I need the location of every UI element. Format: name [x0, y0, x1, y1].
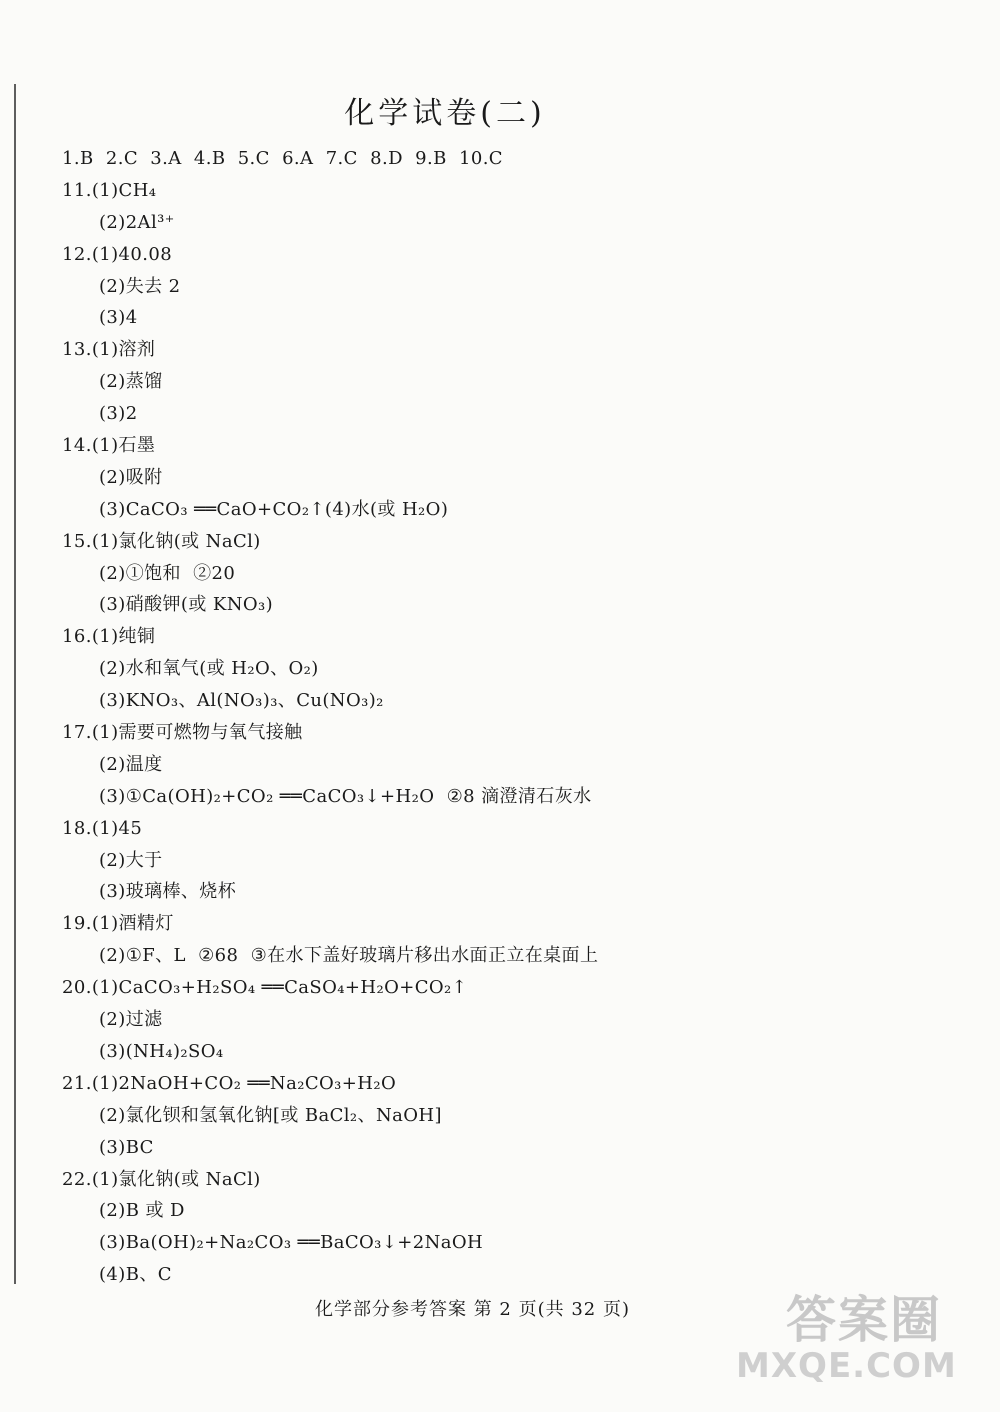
answer-line: (4)B、C [99, 1264, 172, 1286]
answer-line: 1.B 2.C 3.A 4.B 5.C 6.A 7.C 8.D 9.B 10.C [62, 148, 503, 169]
answer-line: (3)BC [99, 1136, 154, 1158]
answer-line: (3)硝酸钾(或 KNO₃) [99, 594, 274, 616]
answer-line: (2)①饱和 ②20 [99, 562, 236, 584]
answer-line: 22.(1)氯化钠(或 NaCl) [62, 1168, 261, 1190]
answer-line: (2)氯化钡和氢氧化钠[或 BaCl₂、NaOH] [99, 1104, 442, 1126]
answer-line: 21.(1)2NaOH+CO₂ ══Na₂CO₃+H₂O [62, 1072, 397, 1094]
answer-line: (2)过滤 [99, 1009, 163, 1031]
answer-line: 12.(1)40.08 [62, 243, 173, 265]
answer-line: (3)CaCO₃ ══CaO+CO₂↑(4)水(或 H₂O) [99, 498, 449, 520]
answer-line: (2)吸附 [99, 466, 163, 488]
answer-line: (3)玻璃棒、烧杯 [99, 881, 237, 903]
answer-line: (3)4 [99, 307, 138, 329]
answer-line: 19.(1)酒精灯 [62, 913, 174, 935]
answer-line: (2)水和氧气(或 H₂O、O₂) [99, 658, 319, 680]
answer-line: 20.(1)CaCO₃+H₂SO₄ ══CaSO₄+H₂O+CO₂↑ [62, 977, 468, 999]
answer-line: (2)①F、L ②68 ③在水下盖好玻璃片移出水面正立在桌面上 [99, 945, 599, 967]
page-footer: 化学部分参考答案 第 2 页(共 32 页) [314, 1299, 630, 1320]
answer-line: 11.(1)CH₄ [62, 179, 157, 201]
page-title: 化学试卷(二) [344, 96, 546, 131]
answer-line: (3)①Ca(OH)₂+CO₂ ══CaCO₃↓+H₂O ②8 滴澄清石灰水 [99, 785, 592, 807]
answer-line: 13.(1)溶剂 [62, 339, 156, 361]
answer-line: (3)Ba(OH)₂+Na₂CO₃ ══BaCO₃↓+2NaOH [99, 1232, 484, 1254]
answer-line: 17.(1)需要可燃物与氧气接触 [62, 722, 303, 744]
answer-line: (2)2Al³⁺ [99, 211, 175, 233]
binding-margin-line [14, 84, 16, 1284]
answer-line: 18.(1)45 [62, 817, 143, 839]
answer-line: 14.(1)石墨 [62, 435, 156, 457]
watermark-url-text: MXQE.COM [736, 1346, 957, 1386]
answer-line: 15.(1)氯化钠(或 NaCl) [62, 530, 261, 552]
answer-line: (3)2 [99, 403, 138, 425]
watermark-logo [736, 1280, 986, 1400]
answer-line: (2)温度 [99, 753, 163, 775]
answer-line: (2)B 或 D [99, 1200, 185, 1222]
answer-line: (2)失去 2 [99, 275, 181, 297]
answer-line: (3)(NH₄)₂SO₄ [99, 1040, 224, 1062]
answer-line: (2)大于 [99, 849, 163, 871]
answer-list [62, 143, 942, 1291]
watermark-main-text: 答案圈 [786, 1291, 942, 1349]
answer-line: (2)蒸馏 [99, 371, 163, 393]
answer-line: (3)KNO₃、Al(NO₃)₃、Cu(NO₃)₂ [99, 690, 384, 712]
answer-line: 16.(1)纯铜 [62, 626, 156, 648]
